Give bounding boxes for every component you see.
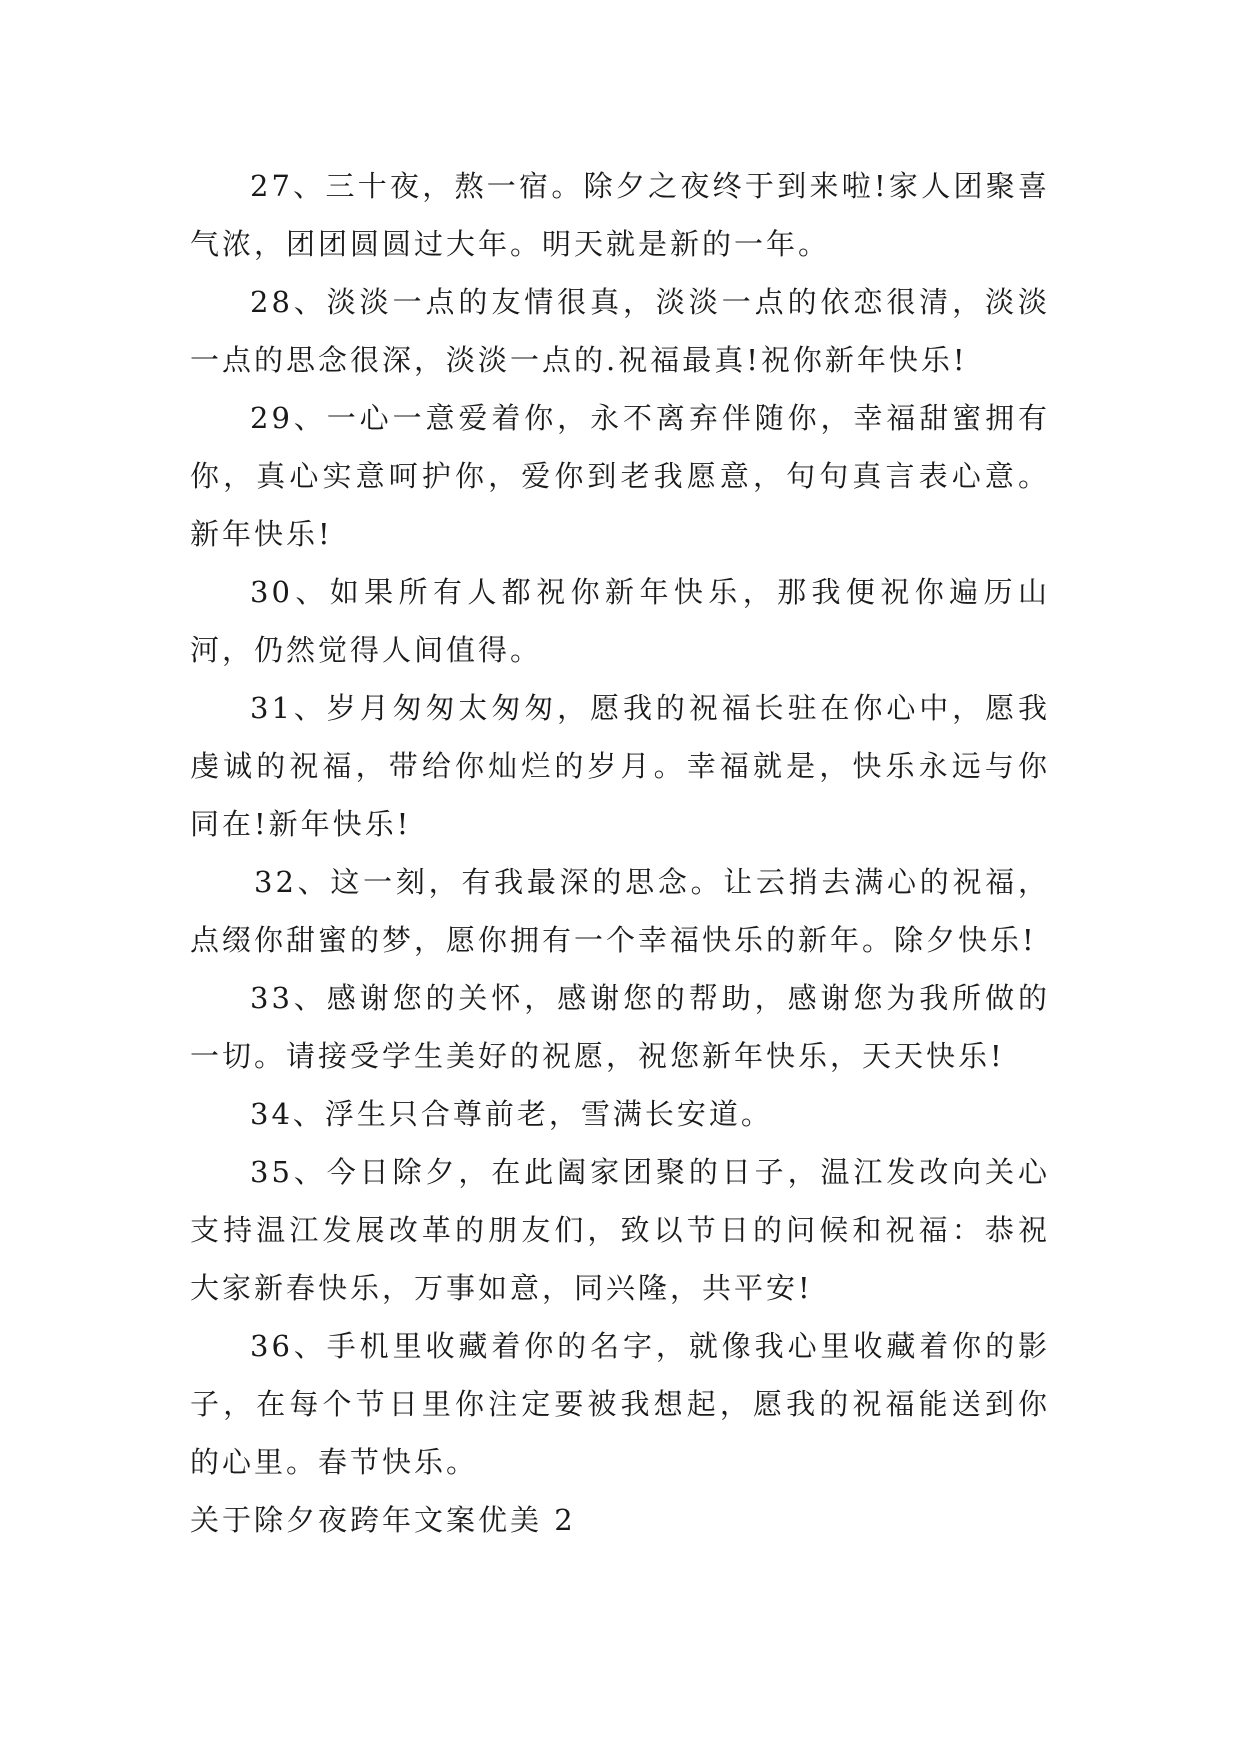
paragraph-34: 34、浮生只合尊前老，雪满长安道。 <box>250 1097 773 1131</box>
paragraph-31: 31、岁月匆匆太匆匆，愿我的祝福长驻在你心中，愿我虔诚的祝福，带给你灿烂的岁月。幸福就是，快乐永远与你同在!新年快乐! <box>190 691 1050 841</box>
paragraph-29: 29、一心一意爱着你，永不离弃伴随你，幸福甜蜜拥有你，真心实意呵护你，爱你到老我愿意，句句真言表心意。新年快乐! <box>190 401 1050 551</box>
paragraph-28: 28、淡淡一点的友情很真，淡淡一点的依恋很清，淡淡一点的思念很深，淡淡一点的.祝福最真!祝你新年快乐! <box>190 285 1050 377</box>
paragraph-33: 33、感谢您的关怀，感谢您的帮助，感谢您为我所做的一切。请接受学生美好的祝愿，祝您新年快乐，天天快乐! <box>190 981 1050 1073</box>
section-heading: 关于除夕夜跨年文案优美 2 <box>190 1503 576 1537</box>
paragraph-36: 36、手机里收藏着你的名字，就像我心里收藏着你的影子，在每个节日里你注定要被我想起，愿我的祝福能送到你的心里。春节快乐。 <box>190 1329 1050 1479</box>
document-body <box>190 157 1050 1549</box>
paragraph-27: 27、三十夜，熬一宿。除夕之夜终于到来啦!家人团聚喜气浓，团团圆圆过大年。明天就是新的一年。 <box>190 169 1050 261</box>
paragraph-30: 30、如果所有人都祝你新年快乐，那我便祝你遍历山河，仍然觉得人间值得。 <box>190 575 1050 667</box>
paragraph-35: 35、今日除夕，在此阖家团聚的日子，温江发改向关心支持温江发展改革的朋友们，致以节日的问候和祝福：恭祝大家新春快乐，万事如意，同兴隆，共平安! <box>190 1155 1050 1305</box>
paragraph-32: 32、这一刻，有我最深的思念。让云捎去满心的祝福，点缀你甜蜜的梦，愿你拥有一个幸福快乐的新年。除夕快乐! <box>190 865 1050 957</box>
